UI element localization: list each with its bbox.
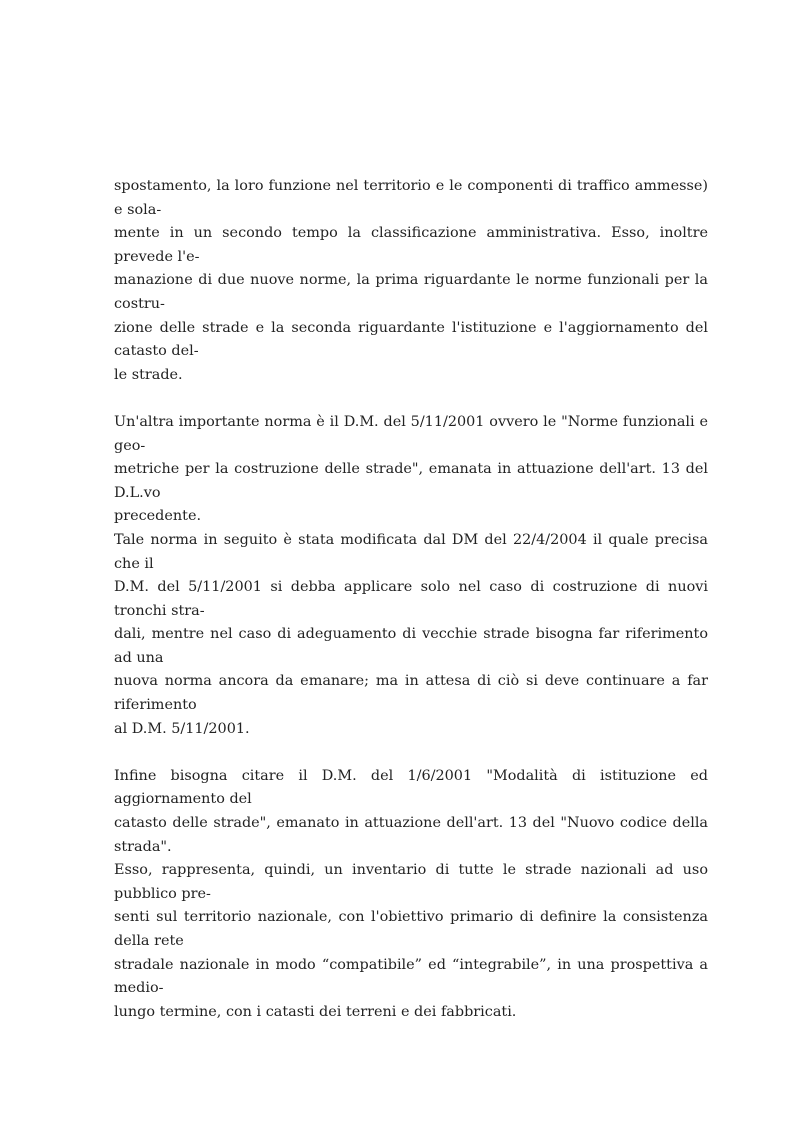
text-line: metriche per la costruzione delle strade", emanata in attuazione dell'art. 13 del D.L.vo	[114, 461, 708, 501]
paragraph-2	[114, 411, 708, 529]
text-line: stradale nazionale in modo “compatibile” ed “integrabile”, in una prospettiva a medio-	[114, 956, 708, 997]
text-line: lungo termine, con i catasti dei terreni e dei fabbricati.	[114, 1003, 517, 1020]
paragraph-1	[114, 175, 708, 387]
text-line: Un'altra importante norma è il D.M. del 5/11/2001 ovvero le "Norme funzionali e geo-	[114, 413, 708, 454]
text-line: zione delle strade e la seconda riguardante l'istituzione e l'aggiornamento del catasto del-	[114, 319, 708, 360]
text-line: D.M. del 5/11/2001 si debba applicare solo nel caso di costruzione di nuovi tronchi stra-	[114, 579, 708, 619]
paragraph-gap	[114, 387, 708, 411]
text-line: al D.M. 5/11/2001.	[114, 720, 250, 737]
text-line: spostamento, la loro funzione nel territorio e le componenti di traffico ammesse) e sola-	[114, 178, 708, 218]
text-line: catasto delle strade", emanato in attuazione dell'art. 13 del "Nuovo codice della strada".	[114, 815, 708, 855]
paragraph-3	[114, 529, 708, 741]
paragraph-gap	[114, 741, 708, 765]
text-line: Infine bisogna citare il D.M. del 1/6/2001 "Modalità di istituzione ed aggiornamento del	[114, 767, 708, 808]
text-line: le strade.	[114, 366, 183, 383]
text-line: Tale norma in seguito è stata modificata dal DM del 22/4/2004 il quale precisa che il	[114, 531, 708, 572]
text-line: precedente.	[114, 508, 202, 525]
text-line: senti sul territorio nazionale, con l'obiettivo primario di definire la consistenza della rete	[114, 909, 708, 949]
text-line: nuova norma ancora da emanare; ma in attesa di ciò si deve continuare a far riferimento	[114, 673, 708, 714]
text-line: mente in un secondo tempo la classificazione amministrativa. Esso, inoltre prevede l'e-	[114, 225, 708, 265]
text-line: manazione di due nuove norme, la prima riguardante le norme funzionali per la costru-	[114, 272, 708, 312]
body-text	[114, 175, 708, 1024]
text-line: dali, mentre nel caso di adeguamento di vecchie strade bisogna far riferimento ad una	[114, 626, 708, 666]
text-line: Esso, rappresenta, quindi, un inventario di tutte le strade nazionali ad uso pubblico pre-	[114, 862, 708, 902]
paragraph-4	[114, 765, 708, 1025]
